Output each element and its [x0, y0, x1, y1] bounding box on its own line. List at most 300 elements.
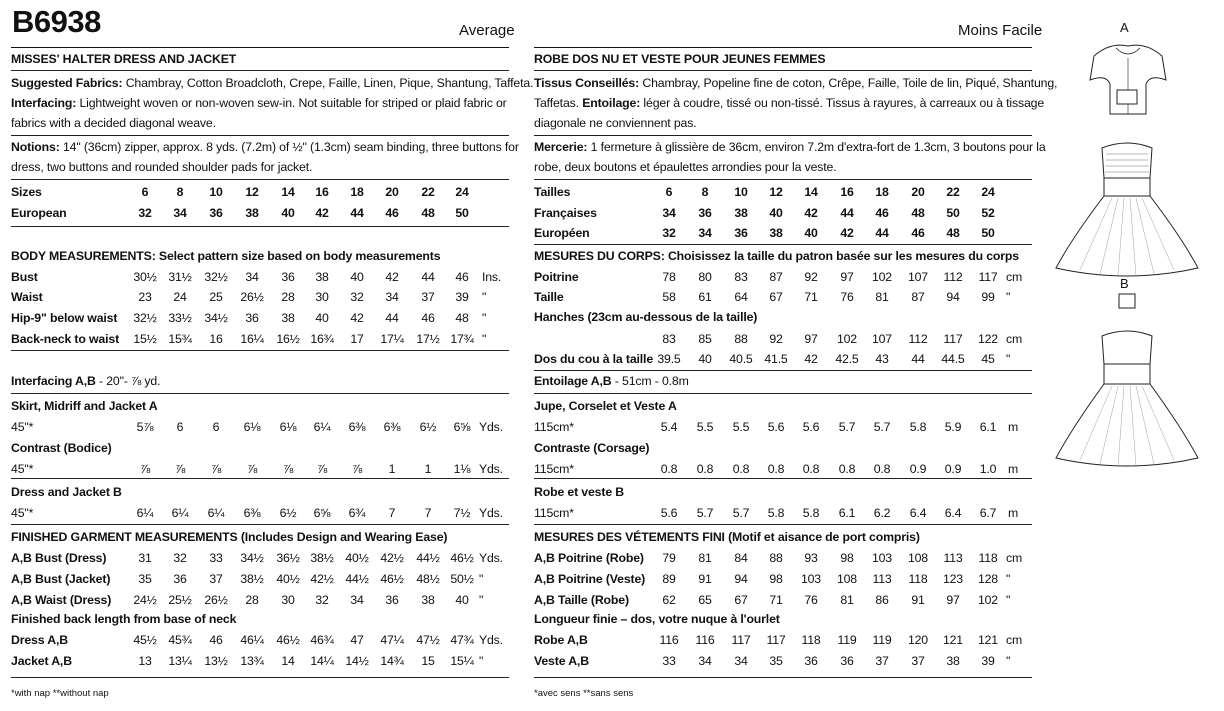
back-row-en-value: 13½	[204, 654, 228, 668]
finished-row-fr-value: 108	[837, 572, 857, 586]
back-row-fr-value: 118	[801, 633, 821, 647]
interfacing-yd-en: Interfacing A,B - 20"- ⅞ yd.	[11, 374, 161, 388]
finished-row-en-value: 38½	[240, 572, 264, 586]
yardage-row-fr-value: 0.8	[802, 462, 820, 476]
body-row-fr-value: 67	[769, 290, 783, 304]
back-row-en-value: 47¾	[450, 633, 474, 647]
finished-row-fr-value: 88	[769, 551, 783, 565]
body-header-fr: MESURES DU CORPS: Choisissez la taille du patron basée sur les mesures du corps	[534, 249, 1019, 263]
title-en: MISSES' HALTER DRESS AND JACKET	[11, 52, 237, 66]
body-row-en-value: 39	[455, 290, 469, 304]
yardage-row-fr-value: 0.9	[944, 462, 962, 476]
yardage-row-en-value: 7	[424, 506, 432, 520]
body-row-en-value: 17¾	[450, 332, 474, 346]
eu-sizes-row-label: Européen	[534, 226, 590, 240]
yardage-row-fr-value: 5.5	[732, 420, 750, 434]
yardage-row-en-value: 6⅜	[243, 506, 261, 520]
yardage-label-fr: Jupe, Corselet et Veste A	[534, 399, 677, 413]
back-row-en-value: 13¾	[240, 654, 264, 668]
back-row-fr-value: 119	[872, 633, 892, 647]
back-row-fr-value: 35	[769, 654, 783, 668]
finished-row-fr-label: A,B Taille (Robe)	[534, 593, 629, 607]
yardage-row-fr-value: 5.6	[802, 420, 820, 434]
footnote-fr: *avec sens **sans sens	[534, 688, 634, 699]
body-row-en-value: 44	[385, 311, 399, 325]
finished-row-fr-value: 97	[946, 593, 960, 607]
hip-row-fr-value: 102	[837, 332, 857, 346]
finished-row-fr-unit: cm	[1006, 551, 1022, 565]
body-row-en-value: 32½	[133, 311, 157, 325]
finished-header-en: FINISHED GARMENT MEASUREMENTS (Includes Design and Wearing Ease)	[11, 530, 448, 544]
back-row-en-value: 46¾	[310, 633, 334, 647]
body-row-en-value: 42	[385, 270, 399, 284]
body-row-en-value: 17½	[416, 332, 440, 346]
body-row-fr-label: Taille	[534, 290, 564, 304]
back-row-en-value: 14¼	[310, 654, 334, 668]
yardage-row-en-value: ⅞	[139, 462, 151, 476]
body-row-en-value: 42	[350, 311, 364, 325]
body-row-en-value: 44	[421, 270, 435, 284]
yardage-row-en-value: 6¾	[348, 506, 366, 520]
finished-row-fr-value: 128	[978, 572, 998, 586]
finished-row-en-value: 42½	[310, 572, 334, 586]
body-row-fr-value: 78	[662, 270, 676, 284]
fabrics-en: Suggested Fabrics: Chambray, Cotton Broadcloth, Crepe, Faille, Linen, Pique, Shantung, Taffeta.	[11, 76, 534, 90]
back-row-fr-label: Veste A,B	[534, 654, 589, 668]
body-row-fr-value: 92	[804, 270, 818, 284]
finished-row-en-label: A,B Bust (Jacket)	[11, 572, 111, 586]
fr-sizes-row-label: Françaises	[534, 206, 597, 220]
yardage-row-fr-value: 5.8	[909, 420, 927, 434]
back-row-en-value: 46½	[276, 633, 300, 647]
yardage-row-en-value: 6¼	[136, 506, 154, 520]
body-row-fr-value: 81	[875, 290, 889, 304]
back-row-fr-unit: cm	[1006, 633, 1022, 647]
eu-sizes-row-value: 42	[840, 226, 854, 240]
body-row-en-unit: Ins.	[482, 270, 502, 284]
view-a-label: A	[1120, 20, 1129, 35]
back-row-en-value: 14½	[345, 654, 369, 668]
fr-sizes-row-value: 44	[840, 206, 854, 220]
interfacing-en: Interfacing: Lightweight woven or non-woven sew-in. Not suitable for striped or plaid fabric or	[11, 96, 507, 110]
sizes-row-en-value: 16	[315, 185, 329, 199]
back-row-fr-value: 33	[662, 654, 676, 668]
fr-sizes-row-value: 46	[875, 206, 889, 220]
fr-sizes-row-value: 42	[804, 206, 818, 220]
european-row-en-value: 42	[315, 206, 329, 220]
hip-row-fr-value: 92	[769, 332, 783, 346]
hip-row-fr-value: 83	[662, 332, 676, 346]
back-row-en-value: 13	[138, 654, 152, 668]
finished-row-fr-value: 108	[908, 551, 928, 565]
notions-fr: Mercerie: 1 fermeture à glissière de 36cm, environ 7.2m d'extra-fort de 1.3cm, 3 boutons pour la	[534, 140, 1046, 154]
sizes-row-en-label: Sizes	[11, 185, 42, 199]
european-row-en-value: 34	[173, 206, 187, 220]
fr-sizes-row-value: 48	[911, 206, 925, 220]
body-row-en-value: 37	[421, 290, 435, 304]
yardage-row-en-value: 6⅜	[383, 420, 401, 434]
back-neck-row-fr-label: Dos du cou à la taille	[534, 352, 654, 366]
yardage-row-en-unit: Yds.	[479, 420, 503, 434]
yardage-row-fr-value: 5.7	[696, 506, 714, 520]
european-row-en-value: 36	[209, 206, 223, 220]
yardage-row-fr-value: 0.9	[909, 462, 927, 476]
yardage-row-fr-value: 5.6	[767, 420, 785, 434]
sizes-row-en-value: 22	[421, 185, 435, 199]
finished-row-fr-unit: "	[1006, 593, 1011, 607]
pattern-number: B6938	[12, 4, 101, 39]
yardage-row-en-unit: Yds.	[479, 462, 503, 476]
back-row-en-value: 15¼	[450, 654, 474, 668]
back-neck-row-fr-unit: "	[1006, 352, 1011, 366]
finished-row-en-value: 34½	[240, 551, 264, 565]
yardage-row-fr-value: 0.8	[696, 462, 714, 476]
yardage-label-fr: Robe et veste B	[534, 485, 625, 499]
eu-sizes-row-value: 32	[662, 226, 676, 240]
yardage-row-en-value: ⅞	[174, 462, 186, 476]
sizes-row-en-value: 10	[209, 185, 223, 199]
finished-row-en-value: 32	[173, 551, 187, 565]
back-neck-row-fr-value: 39.5	[657, 352, 681, 366]
back-row-en-label: Dress A,B	[11, 633, 68, 647]
body-row-en-value: 30	[315, 290, 329, 304]
yardage-row-en-value: ⅞	[282, 462, 294, 476]
eu-sizes-row-value: 38	[769, 226, 783, 240]
european-row-en-value: 32	[138, 206, 152, 220]
back-row-fr-value: 34	[734, 654, 748, 668]
back-neck-row-fr-value: 43	[875, 352, 889, 366]
sizes-row-en-value: 18	[350, 185, 364, 199]
yardage-row-en-value: ⅞	[351, 462, 363, 476]
finished-row-en-value: 40½	[345, 551, 369, 565]
sizes-row-fr-value: 16	[840, 185, 854, 199]
view-b-label: B	[1120, 276, 1129, 291]
back-neck-row-fr-value: 40.5	[729, 352, 753, 366]
finished-row-en-value: 38	[421, 593, 435, 607]
back-row-en-value: 14	[281, 654, 295, 668]
body-row-fr-value: 94	[946, 290, 960, 304]
yardage-row-fr-label: 115cm*	[534, 462, 574, 476]
european-row-en-value: 50	[455, 206, 469, 220]
dress-a-sketch-icon	[1052, 88, 1202, 278]
yardage-row-en-label: 45"*	[11, 420, 34, 434]
yardage-row-fr-value: 0.8	[838, 462, 856, 476]
body-row-en-value: 15¾	[168, 332, 192, 346]
body-row-en-value: 34½	[204, 311, 228, 325]
body-row-fr-value: 80	[698, 270, 712, 284]
yardage-row-fr-value: 6.4	[909, 506, 927, 520]
body-row-en-value: 15½	[133, 332, 157, 346]
back-neck-row-fr-value: 41.5	[764, 352, 788, 366]
back-row-fr-value: 37	[911, 654, 925, 668]
yardage-row-fr-value: 0.8	[873, 462, 891, 476]
sizes-row-fr-value: 20	[911, 185, 925, 199]
body-row-en-value: 17¼	[380, 332, 404, 346]
body-row-en-label: Bust	[11, 270, 38, 284]
title-fr: ROBE DOS NU ET VESTE POUR JEUNES FEMMES	[534, 52, 826, 66]
yardage-row-en-value: 6⅛	[279, 420, 297, 434]
hip-row-fr-value: 117	[943, 332, 963, 346]
finished-row-en-unit: "	[479, 572, 484, 586]
back-neck-row-fr-value: 44	[911, 352, 925, 366]
finished-row-fr-value: 67	[734, 593, 748, 607]
body-row-en-value: 36	[245, 311, 259, 325]
yardage-row-en-value: 1⅛	[453, 462, 471, 476]
finished-row-en-value: 36½	[276, 551, 300, 565]
back-row-fr-value: 38	[946, 654, 960, 668]
body-row-en-value: 38	[315, 270, 329, 284]
european-row-en-value: 44	[350, 206, 364, 220]
sizes-row-fr-value: 18	[875, 185, 889, 199]
body-row-en-unit: "	[482, 332, 487, 346]
back-length-label-fr: Longueur finie – dos, votre nuque à l'ourlet	[534, 612, 780, 626]
body-row-en-value: 16½	[276, 332, 300, 346]
yardage-row-en-value: 5⅞	[136, 420, 154, 434]
body-row-en-value: 34	[245, 270, 259, 284]
yardage-row-en-value: 6¼	[207, 506, 225, 520]
body-row-fr-value: 83	[734, 270, 748, 284]
back-row-en-value: 45¾	[168, 633, 192, 647]
back-row-fr-value: 117	[731, 633, 751, 647]
yardage-row-fr-value: 6.7	[979, 506, 997, 520]
back-row-fr-value: 36	[840, 654, 854, 668]
body-row-en-value: 32	[350, 290, 364, 304]
back-row-fr-unit: "	[1006, 654, 1011, 668]
yardage-row-en-value: 6	[212, 420, 220, 434]
body-row-fr-unit: cm	[1006, 270, 1022, 284]
sizes-row-fr-value: 6	[665, 185, 673, 199]
yardage-row-fr-label: 115cm*	[534, 420, 574, 434]
yardage-row-en-value: 6⅝	[313, 506, 331, 520]
finished-row-fr-value: 93	[804, 551, 818, 565]
finished-row-en-value: 44½	[416, 551, 440, 565]
sizes-row-fr-value: 8	[701, 185, 709, 199]
yardage-row-fr-value: 5.7	[838, 420, 856, 434]
finished-row-en-label: A,B Waist (Dress)	[11, 593, 112, 607]
european-row-en-value: 48	[421, 206, 435, 220]
interfacing-m-fr: Entoilage A,B - 51cm - 0.8m	[534, 374, 689, 388]
body-row-fr-value: 102	[872, 270, 892, 284]
body-row-en-value: 32½	[204, 270, 228, 284]
back-row-en-value: 46	[209, 633, 223, 647]
difficulty-en: Average	[459, 22, 515, 39]
yardage-row-en-value: ⅞	[316, 462, 328, 476]
yardage-row-en-value: 7	[388, 506, 396, 520]
back-row-fr-value: 121	[978, 633, 998, 647]
finished-row-en-value: 36	[173, 572, 187, 586]
sizes-row-fr-value: 10	[734, 185, 748, 199]
back-row-en-value: 47½	[416, 633, 440, 647]
back-row-fr-value: 120	[908, 633, 928, 647]
back-length-label-en: Finished back length from base of neck	[11, 612, 237, 626]
body-row-fr-value: 58	[662, 290, 676, 304]
back-row-fr-value: 34	[698, 654, 712, 668]
body-row-fr-value: 112	[943, 270, 963, 284]
yardage-row-fr-value: 1.0	[979, 462, 997, 476]
back-row-fr-value: 116	[695, 633, 715, 647]
notions-en-cont: dress, two buttons and rounded shoulder pads for jacket.	[11, 160, 313, 174]
finished-row-en-value: 46½	[380, 572, 404, 586]
body-row-fr-value: 117	[978, 270, 998, 284]
yardage-row-en-value: 6¼	[313, 420, 331, 434]
back-neck-row-fr-value: 40	[698, 352, 712, 366]
body-row-en-value: 28	[281, 290, 295, 304]
body-row-en-value: 46	[455, 270, 469, 284]
yardage-row-fr-value: 5.7	[732, 506, 750, 520]
body-row-en-value: 38	[281, 311, 295, 325]
body-row-fr-value: 76	[840, 290, 854, 304]
fr-sizes-row-value: 38	[734, 206, 748, 220]
finished-row-fr-value: 81	[698, 551, 712, 565]
eu-sizes-row-value: 44	[875, 226, 889, 240]
finished-row-en-value: 40½	[276, 572, 300, 586]
yardage-row-en-value: 6⅜	[348, 420, 366, 434]
back-row-fr-value: 121	[943, 633, 963, 647]
sizes-row-en-value: 24	[455, 185, 469, 199]
hip-row-fr-value: 88	[734, 332, 748, 346]
finished-row-fr-value: 103	[801, 572, 821, 586]
sizes-row-en-value: 8	[176, 185, 184, 199]
body-row-fr-value: 87	[769, 270, 783, 284]
sizes-row-fr-label: Tailles	[534, 185, 571, 199]
eu-sizes-row-value: 36	[734, 226, 748, 240]
finished-row-fr-value: 123	[943, 572, 963, 586]
fabrics-interfacing-fr: Taffetas. Entoilage: léger à coudre, tissé ou non-tissé. Tissus à rayures, à carreaux ou à tissage	[534, 96, 1045, 110]
body-row-fr-label: Poitrine	[534, 270, 579, 284]
body-row-fr-value: 61	[698, 290, 712, 304]
yardage-label-fr: Contraste (Corsage)	[534, 441, 650, 455]
yardage-row-en-value: 6⅛	[243, 420, 261, 434]
yardage-row-fr-value: 5.6	[660, 506, 678, 520]
back-row-en-value: 46¼	[240, 633, 264, 647]
body-row-en-value: 24	[173, 290, 187, 304]
finished-row-fr-value: 102	[978, 593, 998, 607]
eu-sizes-row-value: 34	[698, 226, 712, 240]
back-row-fr-value: 36	[804, 654, 818, 668]
back-row-fr-value: 39	[981, 654, 995, 668]
body-row-en-unit: "	[482, 311, 487, 325]
hip-row-fr-unit: cm	[1006, 332, 1022, 346]
sizes-row-en-value: 14	[281, 185, 295, 199]
european-row-en-value: 46	[385, 206, 399, 220]
back-row-fr-value: 117	[766, 633, 786, 647]
finished-row-en-value: 37	[209, 572, 223, 586]
back-row-fr-value: 119	[837, 633, 857, 647]
body-row-en-value: 40	[350, 270, 364, 284]
yardage-row-fr-value: 5.4	[660, 420, 678, 434]
finished-row-fr-label: A,B Poitrine (Robe)	[534, 551, 644, 565]
finished-row-fr-value: 118	[908, 572, 928, 586]
interfacing-fr-cont: diagonale ne conviennent pas.	[534, 116, 697, 130]
sizes-row-en-value: 6	[141, 185, 149, 199]
hip-label-fr: Hanches (23cm au-dessous de la taille)	[534, 310, 758, 324]
yardage-row-en-label: 45"*	[11, 462, 34, 476]
finished-row-en-value: 32	[315, 593, 329, 607]
yardage-row-en-value: 1	[424, 462, 432, 476]
yardage-row-en-value: ⅞	[210, 462, 222, 476]
sizes-row-en-value: 20	[385, 185, 399, 199]
body-row-en-value: 33½	[168, 311, 192, 325]
fr-sizes-row-value: 52	[981, 206, 995, 220]
finished-row-en-unit: Yds.	[479, 551, 503, 565]
finished-row-fr-value: 65	[698, 593, 712, 607]
hip-row-fr-value: 85	[698, 332, 712, 346]
finished-row-fr-label: A,B Poitrine (Veste)	[534, 572, 646, 586]
body-row-en-value: 46	[421, 311, 435, 325]
body-row-fr-value: 107	[908, 270, 928, 284]
finished-row-en-value: 48½	[416, 572, 440, 586]
yardage-row-en-value: 6½	[279, 506, 297, 520]
body-row-fr-unit: "	[1006, 290, 1011, 304]
yardage-row-fr-label: 115cm*	[534, 506, 574, 520]
yardage-row-fr-value: 6.1	[979, 420, 997, 434]
yardage-row-fr-value: 6.1	[838, 506, 856, 520]
body-header-en: BODY MEASUREMENTS: Select pattern size based on body measurements	[11, 249, 441, 263]
sizes-row-fr-value: 14	[804, 185, 818, 199]
finished-row-fr-value: 81	[840, 593, 854, 607]
back-neck-row-fr-value: 45	[981, 352, 995, 366]
yardage-row-fr-value: 5.8	[767, 506, 785, 520]
finished-row-en-value: 50½	[450, 572, 474, 586]
yardage-label-en: Skirt, Midriff and Jacket A	[11, 399, 158, 413]
eu-sizes-row-value: 46	[911, 226, 925, 240]
body-row-en-label: Back-neck to waist	[11, 332, 120, 346]
finished-row-en-value: 38½	[310, 551, 334, 565]
yardage-row-en-value: ⅞	[246, 462, 258, 476]
yardage-row-fr-value: 6.2	[873, 506, 891, 520]
yardage-row-fr-value: 0.8	[767, 462, 785, 476]
yardage-row-fr-value: 6.4	[944, 506, 962, 520]
finished-row-en-value: 31	[138, 551, 152, 565]
european-row-en-value: 40	[281, 206, 295, 220]
finished-row-fr-value: 118	[978, 551, 998, 565]
finished-row-fr-value: 113	[872, 572, 892, 586]
back-row-en-value: 47	[350, 633, 364, 647]
body-row-en-value: 17	[350, 332, 364, 346]
footnote-en: *with nap **without nap	[11, 688, 109, 699]
yardage-row-fr-value: 5.7	[873, 420, 891, 434]
finished-row-en-value: 24½	[133, 593, 157, 607]
finished-row-en-value: 28	[245, 593, 259, 607]
body-row-fr-value: 87	[911, 290, 925, 304]
finished-row-en-value: 42½	[380, 551, 404, 565]
finished-row-fr-value: 113	[943, 551, 963, 565]
back-row-en-label: Jacket A,B	[11, 654, 72, 668]
finished-row-fr-value: 98	[840, 551, 854, 565]
hip-row-fr-value: 107	[872, 332, 892, 346]
fr-sizes-row-value: 40	[769, 206, 783, 220]
finished-row-en-value: 40	[455, 593, 469, 607]
back-row-en-value: 45½	[133, 633, 157, 647]
back-row-fr-value: 116	[659, 633, 679, 647]
yardage-row-en-value: 1	[388, 462, 396, 476]
finished-row-fr-value: 86	[875, 593, 889, 607]
dress-b-sketch-icon	[1052, 292, 1202, 468]
yardage-row-fr-unit: m	[1008, 462, 1019, 476]
yardage-row-en-value: 6¼	[171, 506, 189, 520]
finished-row-fr-unit: "	[1006, 572, 1011, 586]
body-row-en-value: 31½	[168, 270, 192, 284]
yardage-row-en-value: 7½	[453, 506, 471, 520]
yardage-row-fr-value: 5.8	[802, 506, 820, 520]
finished-row-en-value: 34	[350, 593, 364, 607]
finished-row-fr-value: 94	[734, 572, 748, 586]
finished-row-fr-value: 89	[662, 572, 676, 586]
body-row-en-value: 16¼	[240, 332, 264, 346]
european-row-en-label: European	[11, 206, 67, 220]
back-row-en-value: 14¾	[380, 654, 404, 668]
back-row-en-value: 47¼	[380, 633, 404, 647]
